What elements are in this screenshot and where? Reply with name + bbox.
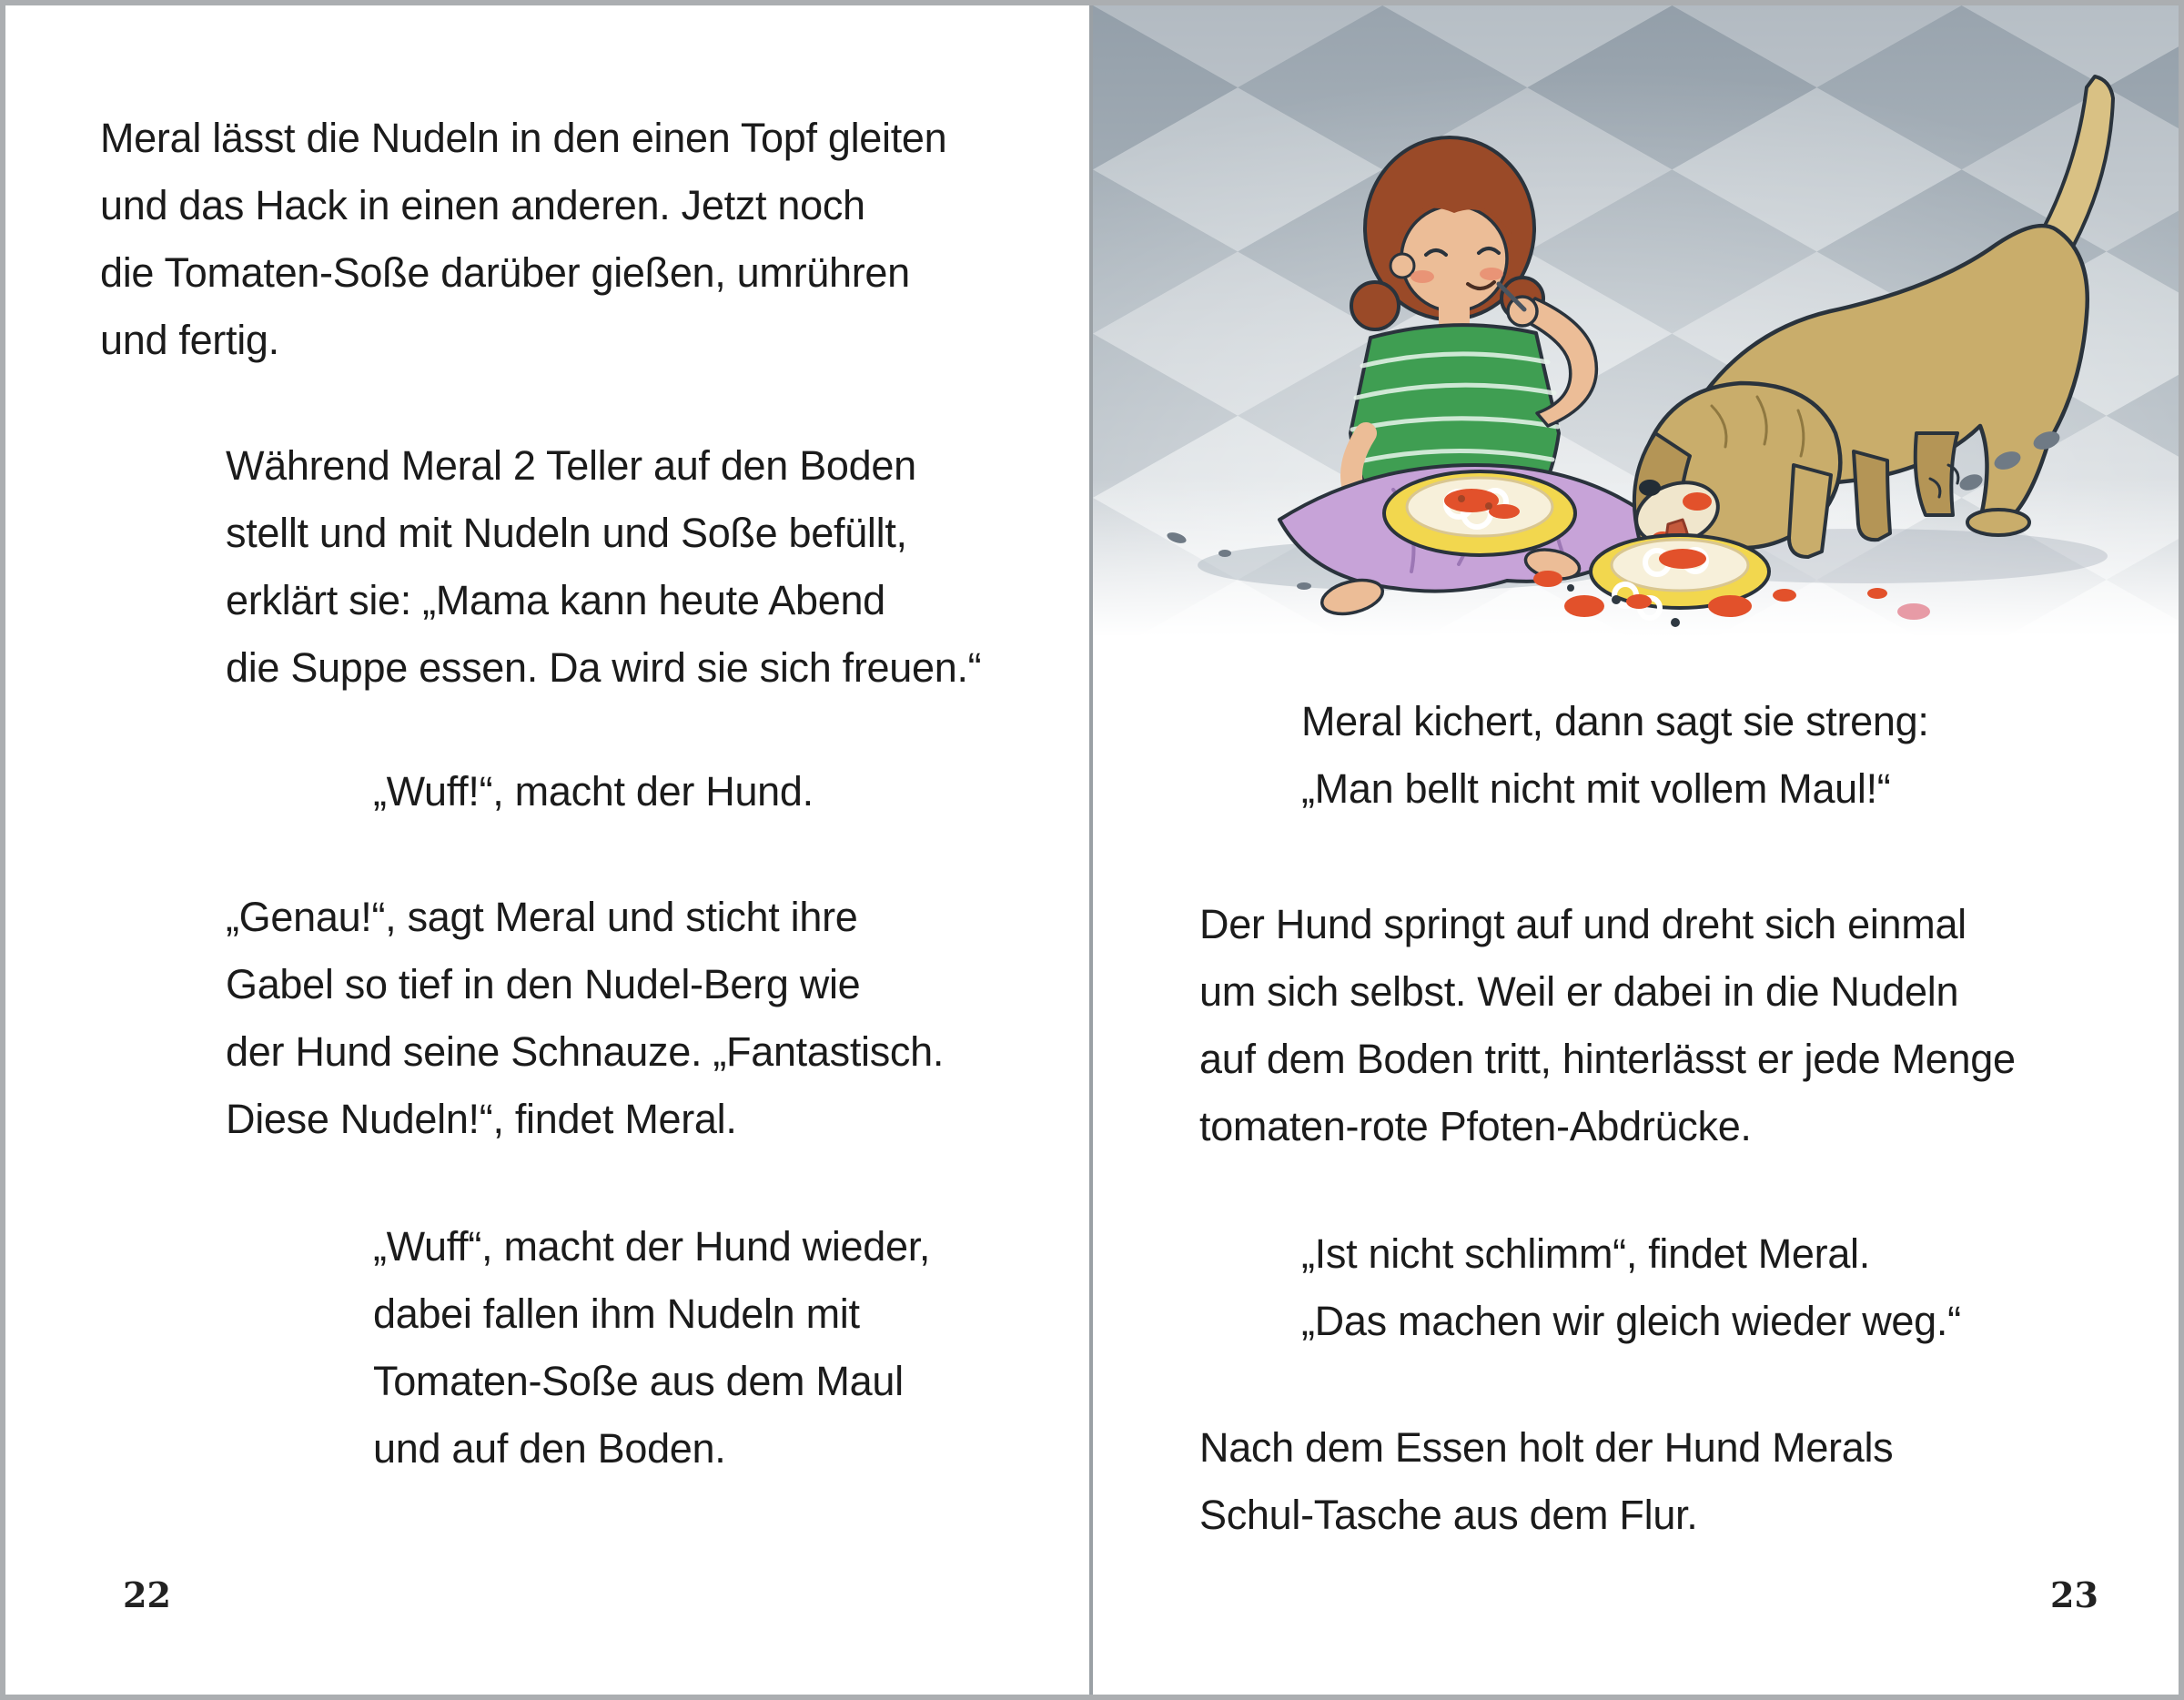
girl-hair-curl (1351, 282, 1399, 329)
dog-sauce-on-muzzle (1683, 492, 1712, 511)
story-line: „Das machen wir gleich wieder weg.“ (1301, 1298, 1961, 1344)
story-line: Schul-Tasche aus dem Flur. (1199, 1492, 1698, 1538)
story-line: die Suppe essen. Da wird sie sich freuen.“ (226, 644, 982, 691)
girl-blush (1410, 270, 1434, 283)
story-line: „Ist nicht schlimm“, findet Meral. (1301, 1230, 1870, 1277)
story-line: der Hund seine Schnauze. „Fantastisch. (226, 1028, 945, 1075)
story-line: die Tomaten-Soße darüber gießen, umrühren (100, 249, 910, 296)
dog-nose (1639, 480, 1661, 496)
girl-hand (1508, 297, 1537, 326)
story-line: Tomaten-Soße aus dem Maul (373, 1358, 904, 1404)
story-line: Nach dem Essen holt der Hund Merals (1199, 1424, 1894, 1471)
dog-hind-leg-far (1916, 433, 1957, 515)
dog-hind-paw (1967, 510, 2029, 535)
story-line: Während Meral 2 Teller auf den Boden (226, 442, 916, 489)
story-line: „Genau!“, sagt Meral und sticht ihre (226, 894, 858, 940)
pink-splat (1897, 603, 1930, 620)
story-line: Meral lässt die Nudeln in den einen Topf gleiten (100, 115, 947, 161)
illustration (1093, 5, 2179, 637)
story-line: auf dem Boden tritt, hinterlässt er jede Menge (1199, 1036, 2016, 1082)
story-paragraph (373, 1213, 930, 1482)
illustration-svg (1093, 5, 2179, 637)
story-line: Diese Nudeln!“, findet Meral. (226, 1096, 737, 1142)
story-paragraph (1301, 688, 1929, 823)
girl-plate (1384, 471, 1575, 555)
page-number-left: 22 (123, 1574, 171, 1615)
story-line: „Wuff“, macht der Hund wieder, (373, 1223, 931, 1270)
story-paragraph (1199, 891, 2016, 1160)
girl-blush (1480, 268, 1503, 280)
story-paragraph (100, 105, 946, 374)
girl-face (1401, 206, 1507, 311)
story-line: und auf den Boden. (373, 1425, 726, 1472)
story-line: erklärt sie: „Mama kann heute Abend (226, 577, 885, 623)
story-paragraph (1199, 1414, 1893, 1549)
story-line: Der Hund springt auf und dreht sich einmal (1199, 901, 1967, 947)
page-spine-divider (1089, 0, 1093, 1700)
story-line: um sich selbst. Weil er dabei in die Nudeln (1199, 968, 1959, 1015)
story-line: und fertig. (100, 317, 279, 363)
dog-front-leg (1789, 465, 1831, 557)
story-line: tomaten-rote Pfoten-Abdrücke. (1199, 1103, 1752, 1149)
girl-ear (1390, 254, 1414, 278)
story-line: „Wuff!“, macht der Hund. (373, 768, 814, 815)
story-line: und das Hack in einen anderen. Jetzt noch (100, 182, 865, 228)
story-line: Gabel so tief in den Nudel-Berg wie (226, 961, 861, 1007)
story-paragraph (226, 884, 944, 1153)
story-paragraph (373, 758, 814, 825)
story-line: „Man bellt nicht mit vollem Maul!“ (1301, 765, 1891, 812)
story-paragraph (226, 432, 981, 702)
story-line: stellt und mit Nudeln und Soße befüllt, (226, 510, 907, 556)
dog-front-leg-far (1854, 451, 1890, 540)
story-line: dabei fallen ihm Nudeln mit (373, 1290, 860, 1337)
page-number-right: 23 (2050, 1574, 2098, 1615)
story-paragraph (1301, 1220, 1961, 1355)
story-line: Meral kichert, dann sagt sie streng: (1301, 698, 1929, 744)
